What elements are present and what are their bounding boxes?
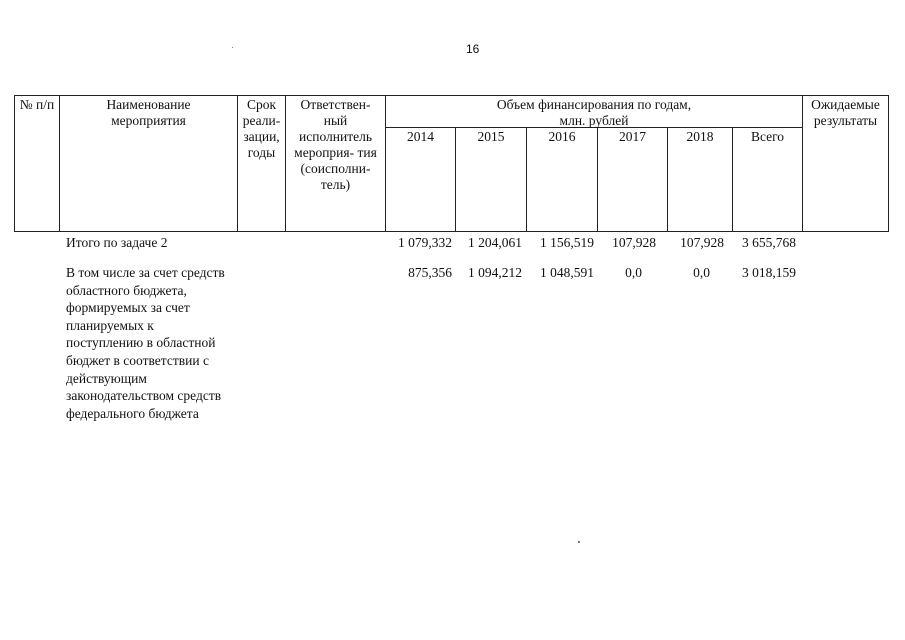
header-term: Срок реали- зации, годы <box>238 96 286 232</box>
row-value-2017: 107,928 <box>612 235 656 250</box>
row-value-total: 3 018,159 <box>742 265 796 280</box>
row-value-2018: 0,0 <box>693 265 710 280</box>
row-value-2014: 875,356 <box>408 265 452 280</box>
row-value-total: 3 655,768 <box>742 235 796 250</box>
header-results: Ожидаемые результаты <box>803 96 889 232</box>
row-value-2016: 1 156,519 <box>540 235 594 250</box>
row-value-2014: 1 079,332 <box>398 235 452 250</box>
row-label: В том числе за счет средств областного бюджета, формируемых за счет планируемых к поступлению в областной бюджет в соответствии с действующим законодательством средств федерального бюджета <box>66 265 225 421</box>
row-value-2018: 107,928 <box>680 235 724 250</box>
header-year-2015: 2015 <box>456 128 527 232</box>
header-year-2017: 2017 <box>598 128 668 232</box>
row-value-2015: 1 094,212 <box>468 265 522 280</box>
page-number: 16 <box>466 42 480 56</box>
row-label: Итого по задаче 2 <box>66 235 168 250</box>
scan-speck <box>232 47 233 48</box>
row-value-2016: 1 048,591 <box>540 265 594 280</box>
header-name: Наименование мероприятия <box>60 96 238 232</box>
header-year-2014: 2014 <box>386 128 456 232</box>
header-year-2016: 2016 <box>527 128 598 232</box>
row-value-2015: 1 204,061 <box>468 235 522 250</box>
header-total: Всего <box>733 128 803 232</box>
header-funding: Объем финансирования по годам, млн. рублей <box>386 96 803 128</box>
scan-speck <box>578 541 580 543</box>
header-executor: Ответствен- ный исполнитель мероприя- тия (соисполни- тель) <box>286 96 386 232</box>
header-num: № п/п <box>15 96 60 232</box>
row-value-2017: 0,0 <box>625 265 642 280</box>
table-header <box>14 95 889 232</box>
header-year-2018: 2018 <box>668 128 733 232</box>
